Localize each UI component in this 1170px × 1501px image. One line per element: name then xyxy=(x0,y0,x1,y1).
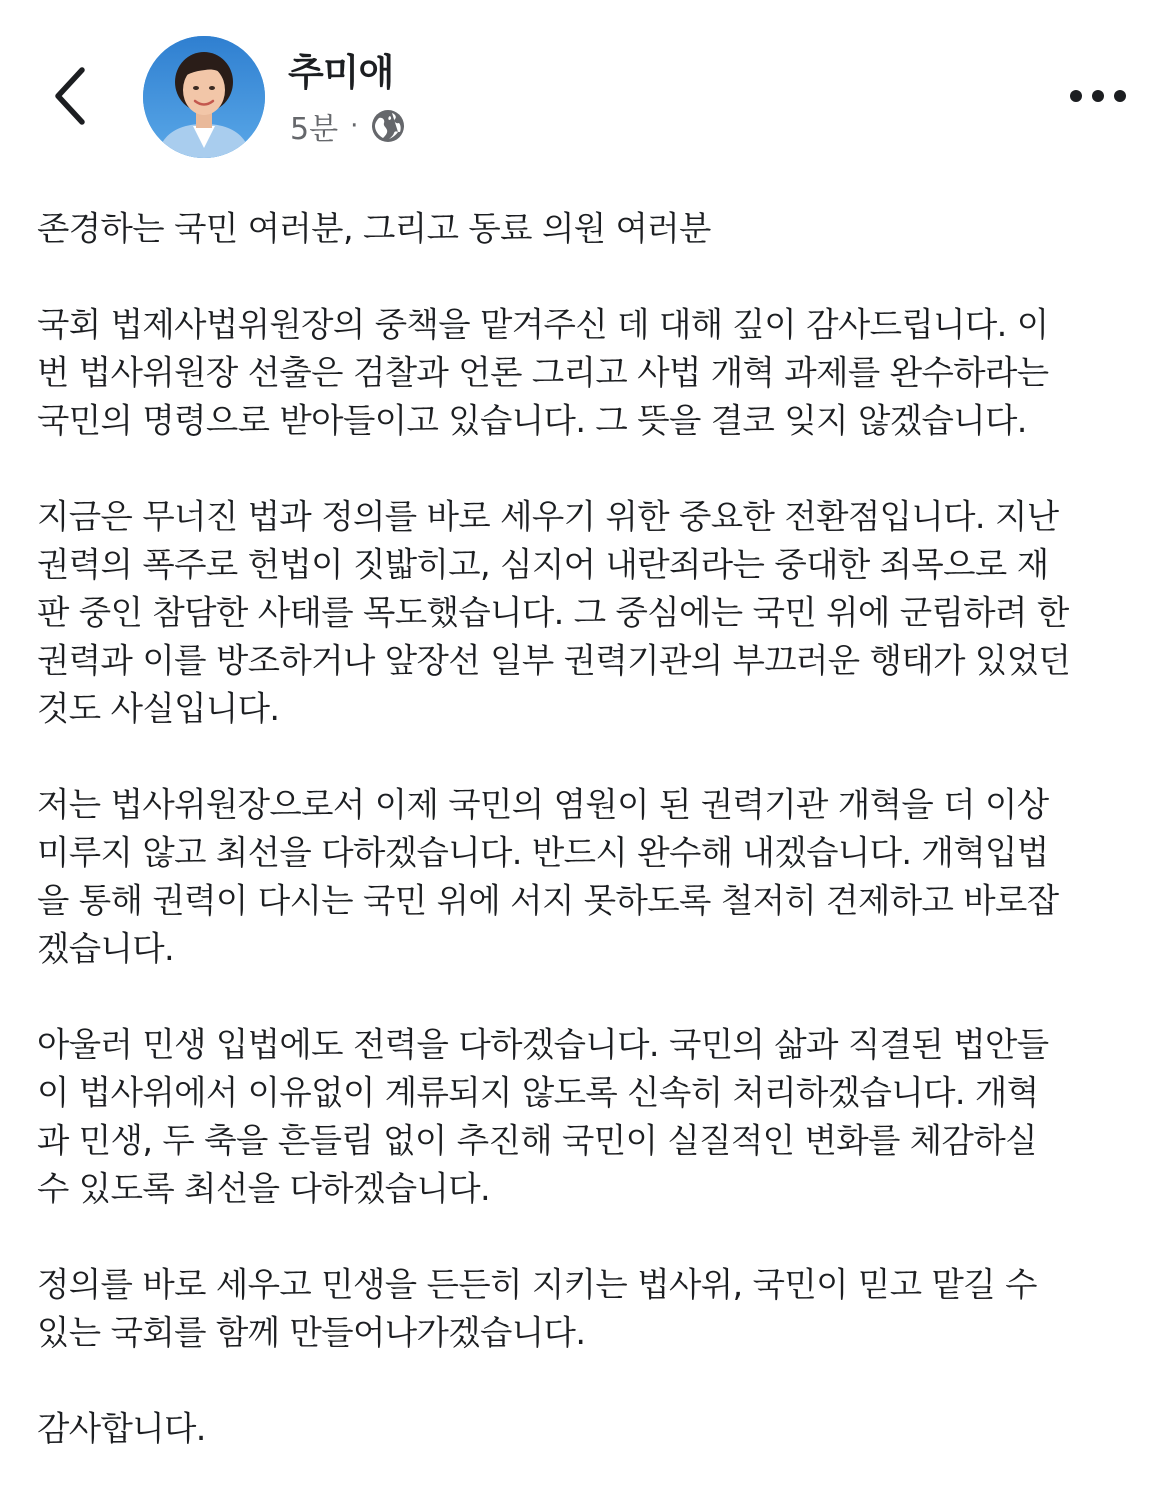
post-text-line: 아울러 민생 입법에도 전력을 다하겠습니다. 국민의 삶과 직결된 법안들 xyxy=(37,1025,1049,1064)
post-paragraph xyxy=(37,1261,1147,1357)
post-timestamp[interactable]: 5분 xyxy=(290,112,339,147)
post-text-line: 판 중인 참담한 사태를 목도했습니다. 그 중심에는 국민 위에 군림하려 한 xyxy=(37,593,1069,632)
post-meta xyxy=(290,104,406,148)
post-text-line: 국회 법제사법위원장의 중책을 맡겨주신 데 대해 깊이 감사드립니다. 이 xyxy=(37,305,1049,344)
post-text-line: 저는 법사위원장으로서 이제 국민의 염원이 된 권력기관 개혁을 더 이상 xyxy=(37,785,1049,824)
post-text-line: 있는 국회를 함께 만들어나가겠습니다. xyxy=(37,1313,586,1352)
post-text-line: 권력의 폭주로 헌법이 짓밟히고, 심지어 내란죄라는 중대한 죄목으로 재 xyxy=(37,545,1049,584)
post-body xyxy=(37,205,1147,1501)
post-text-line: 감사합니다. xyxy=(37,1409,206,1448)
post-text-line: 번 법사위원장 선출은 검찰과 언론 그리고 사법 개혁 과제를 완수하라는 xyxy=(37,353,1049,392)
post-text-line: 이 법사위에서 이유없이 계류되지 않도록 신속히 처리하겠습니다. 개혁 xyxy=(37,1073,1039,1112)
post-text-line: 것도 사실입니다. xyxy=(37,689,280,728)
back-button[interactable] xyxy=(40,58,104,134)
meta-separator: · xyxy=(350,111,359,141)
post-paragraph xyxy=(37,205,1147,253)
more-horizontal-icon xyxy=(1062,70,1134,122)
post-text-line: 지금은 무너진 법과 정의를 바로 세우기 위한 중요한 전환점입니다. 지난 xyxy=(37,497,1059,536)
post-text-line: 미루지 않고 최선을 다하겠습니다. 반드시 완수해 내겠습니다. 개혁입법 xyxy=(37,833,1049,872)
post-paragraph xyxy=(37,493,1147,733)
profile-photo xyxy=(143,36,265,158)
post-paragraph xyxy=(37,1405,1147,1453)
post-paragraph xyxy=(37,301,1147,445)
avatar[interactable] xyxy=(143,36,265,158)
globe-icon[interactable] xyxy=(370,108,406,144)
author-name[interactable]: 추미애 xyxy=(288,51,394,94)
post-paragraph xyxy=(37,1021,1147,1213)
post-text-line: 정의를 바로 세우고 민생을 든든히 지키는 법사위, 국민이 믿고 맡길 수 xyxy=(37,1265,1037,1304)
post-text-line: 수 있도록 최선을 다하겠습니다. xyxy=(37,1169,491,1208)
more-options-button[interactable] xyxy=(1062,70,1134,122)
post-text-line: 과 민생, 두 축을 흔들림 없이 추진해 국민이 실질적인 변화를 체감하실 xyxy=(37,1121,1037,1160)
post-text-line: 존경하는 국민 여러분, 그리고 동료 의원 여러분 xyxy=(37,209,711,248)
post-text-line: 국민의 명령으로 받아들이고 있습니다. 그 뜻을 결코 잊지 않겠습니다. xyxy=(37,401,1027,440)
post-text-line: 겠습니다. xyxy=(37,929,175,968)
chevron-left-icon xyxy=(40,58,104,134)
post-text-line: 을 통해 권력이 다시는 국민 위에 서지 못하도록 철저히 견제하고 바로잡 xyxy=(37,881,1059,920)
post-text-line: 권력과 이를 방조하거나 앞장선 일부 권력기관의 부끄러운 행태가 있었던 xyxy=(37,641,1071,680)
post-paragraph xyxy=(37,781,1147,973)
post-header xyxy=(0,0,1170,190)
